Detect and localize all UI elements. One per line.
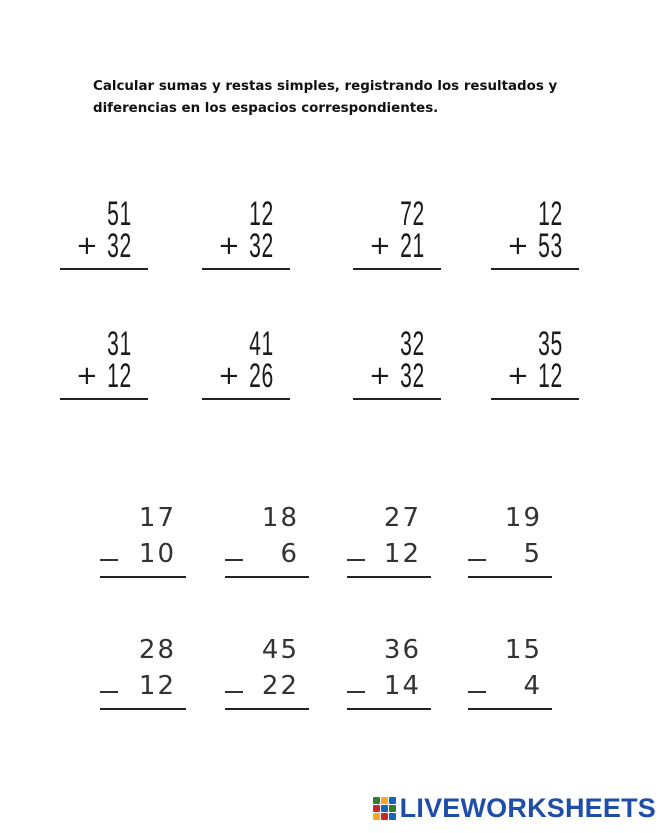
bottom-number: 12 (107, 357, 132, 395)
answer-line[interactable] (225, 576, 309, 578)
minus-sign (347, 559, 365, 561)
addition-problem (353, 325, 441, 403)
subtraction-problem (468, 503, 552, 581)
plus-sign: + (218, 361, 240, 391)
bottom-number: 6 (280, 539, 299, 569)
answer-line[interactable] (491, 398, 579, 400)
answer-line[interactable] (353, 398, 441, 400)
bottom-number: 53 (538, 227, 563, 265)
bottom-number: 32 (400, 357, 425, 395)
addition-problem (491, 195, 579, 273)
bottom-number: 32 (249, 227, 274, 265)
answer-line[interactable] (225, 708, 309, 710)
top-number: 35 (538, 325, 563, 363)
answer-line[interactable] (202, 268, 290, 270)
answer-line[interactable] (468, 708, 552, 710)
plus-sign: + (76, 231, 98, 261)
top-number: 32 (400, 325, 425, 363)
subtraction-problem (347, 503, 431, 581)
minus-sign (100, 559, 118, 561)
addition-problem (353, 195, 441, 273)
addition-problem (60, 325, 148, 403)
top-number: 36 (383, 635, 421, 665)
answer-line[interactable] (60, 268, 148, 270)
answer-line[interactable] (353, 268, 441, 270)
subtraction-problem (100, 503, 186, 581)
top-number: 72 (400, 195, 425, 233)
brand-name: LIVEWORKSHEETS (399, 793, 656, 823)
top-number: 45 (261, 635, 299, 665)
answer-line[interactable] (491, 268, 579, 270)
bottom-number: 12 (138, 671, 176, 701)
plus-sign: + (369, 231, 391, 261)
top-number: 51 (107, 195, 132, 233)
answer-line[interactable] (100, 576, 186, 578)
bottom-number: 12 (383, 539, 421, 569)
liveworksheets-branding (373, 793, 656, 823)
top-number: 12 (538, 195, 563, 233)
top-number: 15 (504, 635, 542, 665)
plus-sign: + (369, 361, 391, 391)
plus-sign: + (76, 361, 98, 391)
top-number: 18 (261, 503, 299, 533)
answer-line[interactable] (60, 398, 148, 400)
subtraction-problem (347, 635, 431, 713)
minus-sign (468, 691, 486, 693)
bottom-number: 10 (138, 539, 176, 569)
minus-sign (347, 691, 365, 693)
bottom-number: 12 (538, 357, 563, 395)
subtraction-problem (225, 503, 309, 581)
answer-line[interactable] (468, 576, 552, 578)
answer-line[interactable] (100, 708, 186, 710)
answer-line[interactable] (347, 708, 431, 710)
bottom-number: 5 (523, 539, 542, 569)
plus-sign: + (507, 231, 529, 261)
answer-line[interactable] (202, 398, 290, 400)
subtraction-problem (225, 635, 309, 713)
bottom-number: 22 (261, 671, 299, 701)
top-number: 12 (249, 195, 274, 233)
addition-problem (202, 325, 290, 403)
addition-problem (60, 195, 148, 273)
subtraction-problem (100, 635, 186, 713)
top-number: 31 (107, 325, 132, 363)
instructions-line-1: Calcular sumas y restas simples, registrando los resultados y (93, 79, 558, 94)
bottom-number: 14 (383, 671, 421, 701)
minus-sign (225, 559, 243, 561)
minus-sign (468, 559, 486, 561)
instructions (93, 76, 563, 120)
top-number: 19 (504, 503, 542, 533)
bottom-number: 26 (249, 357, 274, 395)
bottom-number: 4 (523, 671, 542, 701)
top-number: 27 (383, 503, 421, 533)
minus-sign (225, 691, 243, 693)
plus-sign: + (218, 231, 240, 261)
subtraction-problem (468, 635, 552, 713)
plus-sign: + (507, 361, 529, 391)
addition-problem (491, 325, 579, 403)
instructions-line-2: diferencias en los espacios correspondientes. (93, 101, 439, 116)
answer-line[interactable] (347, 576, 431, 578)
bottom-number: 32 (107, 227, 132, 265)
bottom-number: 21 (400, 227, 425, 265)
addition-problem (202, 195, 290, 273)
minus-sign (100, 691, 118, 693)
top-number: 28 (138, 635, 176, 665)
top-number: 17 (138, 503, 176, 533)
liveworksheets-logo-icon (373, 797, 396, 820)
top-number: 41 (249, 325, 274, 363)
